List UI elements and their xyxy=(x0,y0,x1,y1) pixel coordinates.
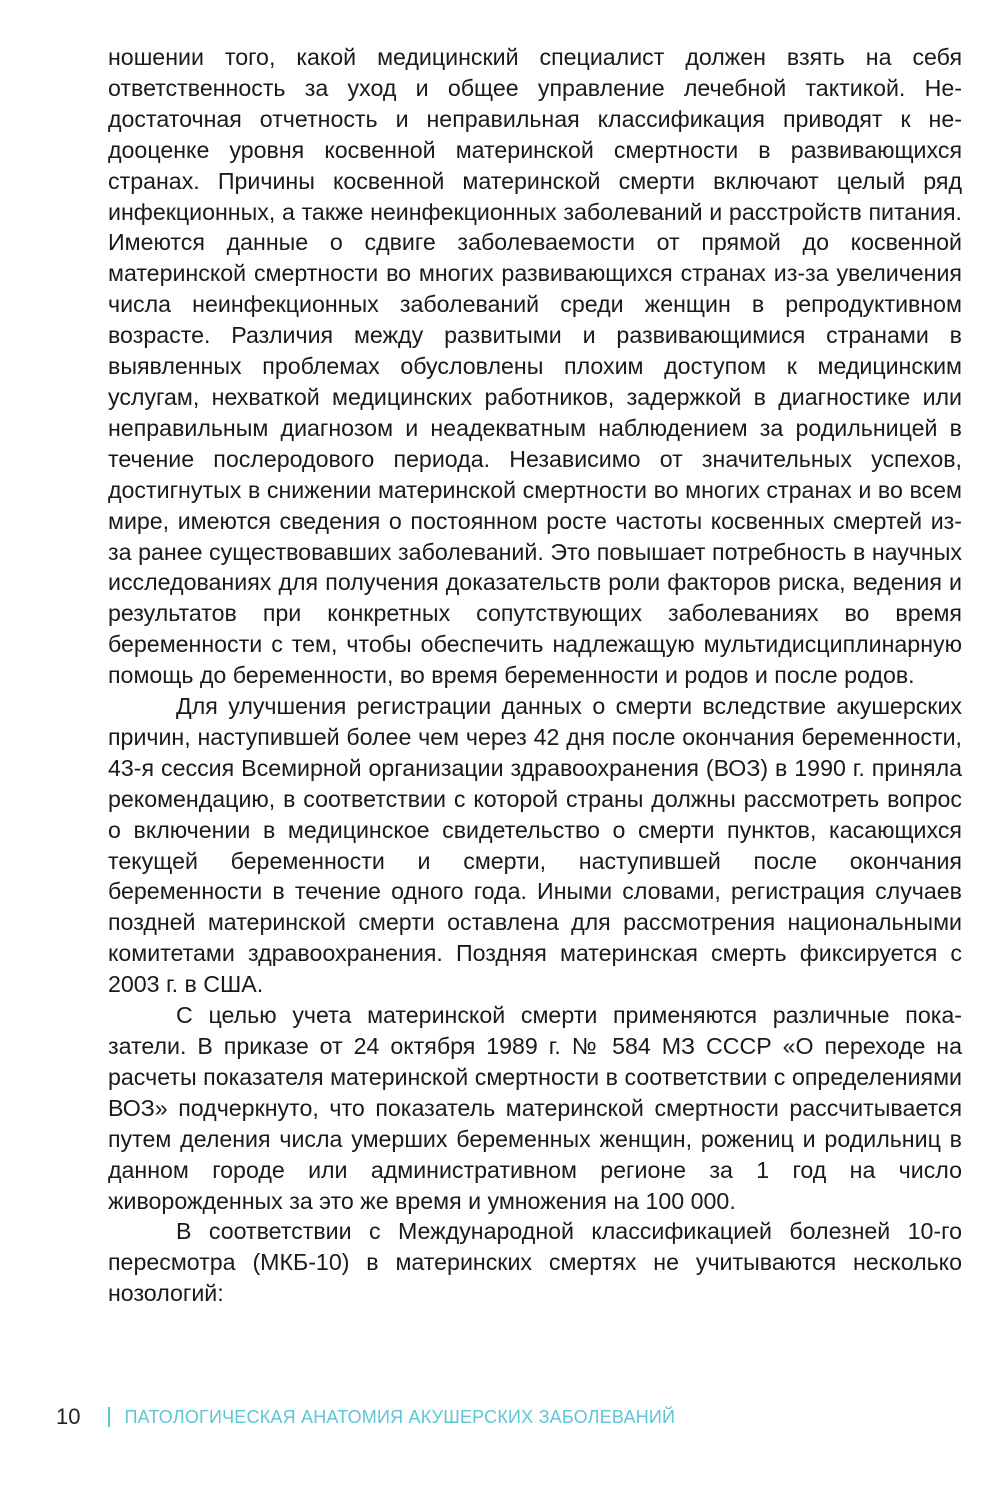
body-text xyxy=(108,42,962,1309)
page-footer xyxy=(56,1402,675,1432)
paragraph-late-maternal-death: Для улучшения регистрации данных о смерти вследствие акушерских причин, наступившей более чем через 42 дня после окончания беременности, 43-я сессия Всемирной организации здравоохранения (ВОЗ) в 1990 г. приняла рекомендацию, в соответствии с которой страны должны рассмотреть вопрос о включении в медицинское свидетельство о смерти пунктов, касающихся текущей беременности и смерти, наступившей после окончания беременности в течение одного года. Иными словами, регистрация случаев поздней материнской смерти оставлена для рассмотрения национальными комитетами здравоохранения. Поздняя материнская смерть фиксируется с 2003 г. в США. xyxy=(108,693,962,998)
paragraph-mortality-indicators: С целью учета материнской смерти применяются различные показатели. В приказе от 24 октября 1989 г. № 584 МЗ СССР «О переходе на расчеты показателя материнской смертности в соответствии с определениями ВОЗ» подчеркнуто, что показатель материнской смертности рассчитывается путем деления числа умерших беременных женщин, рожениц и родильниц в данном городе или административном регионе за 1 год на число живорожденных за это же время и умножения на 100 000. xyxy=(108,1002,962,1214)
running-title: ПАТОЛОГИЧЕСКАЯ АНАТОМИЯ АКУШЕРСКИХ ЗАБОЛЕВАНИЙ xyxy=(124,1406,676,1427)
footer-divider xyxy=(108,1407,110,1427)
paragraph-continued: ношении того, какой медицинский специалист должен взять на себя ответственность за уход и общее управление лечебной тактикой. Недостаточная отчетность и неправильная классификация приводят к недооценке уровня косвенной материнской смертности в развивающихся странах. Причины косвенной материнской смерти включают целый ряд инфекционных, а также неинфекционных заболеваний и расстройств питания. Имеются данные о сдвиге заболеваемости от прямой до косвенной материнской смертности во многих развивающихся странах из-за увеличения числа неинфекционных заболеваний среди женщин в репродуктивном возрасте. Различия между развитыми и развивающимися странами в выявленных проблемах обусловлены плохим доступом к медицинским услугам, нехваткой медицинских работников, задержкой в диагностике или неправильным диагнозом и неадекватным наблюдением за родильницей в течение послеродового периода. Независимо от значительных успехов, достигнутых в снижении материнской смертности во многих странах и во всем мире, имеются сведения о постоянном росте частоты косвенных смертей из-за ранее существовавших заболеваний. Это повышает потребность в научных исследованиях для получения доказательств роли факторов риска, ведения и результатов при конкретных сопутствующих заболеваниях во время беременности с тем, чтобы обеспечить надлежащую мультидисциплинарную помощь до беременности, во время беременности и родов и после родов. xyxy=(108,44,962,689)
paragraph-icd10: В соответствии с Международной классификацией болезней 10-го пересмотра (МКБ-10) в материнских смертях не учитываются несколько нозологий: xyxy=(108,1218,962,1307)
page-number: 10 xyxy=(56,1404,81,1429)
